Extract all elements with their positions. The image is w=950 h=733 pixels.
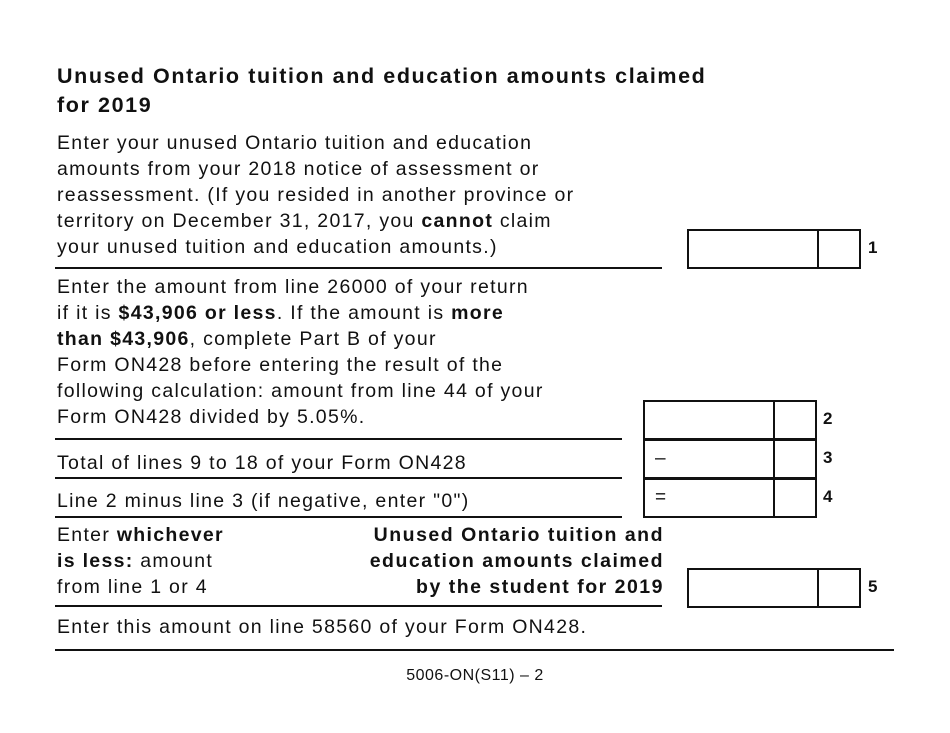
line2-text-5: following calculation: amount from line 44 of your (57, 380, 544, 402)
line4-number: 4 (823, 487, 833, 506)
line1-text-4-bold: cannot (421, 210, 494, 232)
final-instruction: Enter this amount on line 58560 of your Form ON428. (57, 616, 588, 638)
line5-left-2 (57, 548, 297, 574)
form-footer: 5006-ON(S11) – 2 (406, 667, 544, 684)
line1-text-4-post: claim (493, 210, 552, 232)
line2-amount-field[interactable] (643, 400, 817, 440)
line1-text-4-pre: territory on December 31, 2017, you (57, 210, 422, 232)
section-title-line2: for 2019 (57, 93, 153, 117)
line4-rule (55, 516, 622, 518)
line2-text-2-bold2: more (451, 302, 504, 324)
line1-amount-field[interactable] (687, 229, 861, 269)
line5-left-3: from line 1 or 4 (57, 576, 208, 598)
line1-rule (55, 267, 662, 269)
line3-cents-divider (773, 441, 775, 477)
bottom-rule (55, 649, 894, 651)
line2-text-2-bold1: $43,906 or less (118, 302, 277, 324)
line2-text-3-post: , complete Part B of your (189, 328, 437, 350)
line5-rule (55, 605, 662, 607)
line4-text: Line 2 minus line 3 (if negative, enter "0") (57, 490, 470, 512)
line1-text-2: amounts from your 2018 notice of assessment or (57, 158, 540, 180)
line1-text-5: your unused tuition and education amounts.) (57, 236, 498, 258)
line5-left-1-bold: whichever (116, 524, 224, 546)
line5-label (300, 522, 664, 600)
line5-instruction (57, 522, 297, 600)
line5-label-2: education amounts claimed (369, 550, 664, 572)
line2-text-2 (57, 300, 637, 326)
line3-amount-field[interactable] (643, 439, 817, 479)
section-title (57, 62, 837, 120)
line2-rule (55, 438, 622, 440)
line2-text-2-pre: if it is (57, 302, 119, 324)
line4-amount-field[interactable] (643, 478, 817, 518)
line4-cents-divider (773, 480, 775, 516)
line3-text: Total of lines 9 to 18 of your Form ON428 (57, 452, 467, 474)
line1-description (57, 130, 677, 260)
line2-text-3-bold: than $43,906 (57, 328, 190, 350)
section-title-line1: Unused Ontario tuition and education amounts claimed (57, 64, 707, 88)
line2-text-3 (57, 326, 637, 352)
line5-left-2-bold: is less: (57, 550, 134, 572)
line2-description (57, 274, 637, 430)
line2-number: 2 (823, 409, 833, 428)
line3-number: 3 (823, 448, 833, 467)
line2-text-6: Form ON428 divided by 5.05%. (57, 406, 366, 428)
line2-text-4: Form ON428 before entering the result of the (57, 354, 504, 376)
line5-label-3: by the student for 2019 (416, 576, 664, 598)
line5-cents-divider (817, 570, 819, 606)
line2-cents-divider (773, 402, 775, 438)
equals-sign: = (655, 487, 667, 508)
line1-text-3: reassessment. (If you resided in another province or (57, 184, 575, 206)
line2-text-1: Enter the amount from line 26000 of your return (57, 276, 529, 298)
line3-rule (55, 477, 622, 479)
line2-text-2-mid: . If the amount is (276, 302, 452, 324)
line5-label-1: Unused Ontario tuition and (373, 524, 664, 546)
minus-sign: – (655, 448, 666, 469)
line5-left-1 (57, 522, 297, 548)
line1-cents-divider (817, 231, 819, 267)
line1-number: 1 (868, 238, 878, 257)
line1-text-1: Enter your unused Ontario tuition and education (57, 132, 533, 154)
line1-text-4 (57, 208, 677, 234)
line5-amount-field[interactable] (687, 568, 861, 608)
line5-number: 5 (868, 577, 878, 596)
line5-left-2-post: amount (133, 550, 214, 572)
line5-left-1-pre: Enter (57, 524, 117, 546)
